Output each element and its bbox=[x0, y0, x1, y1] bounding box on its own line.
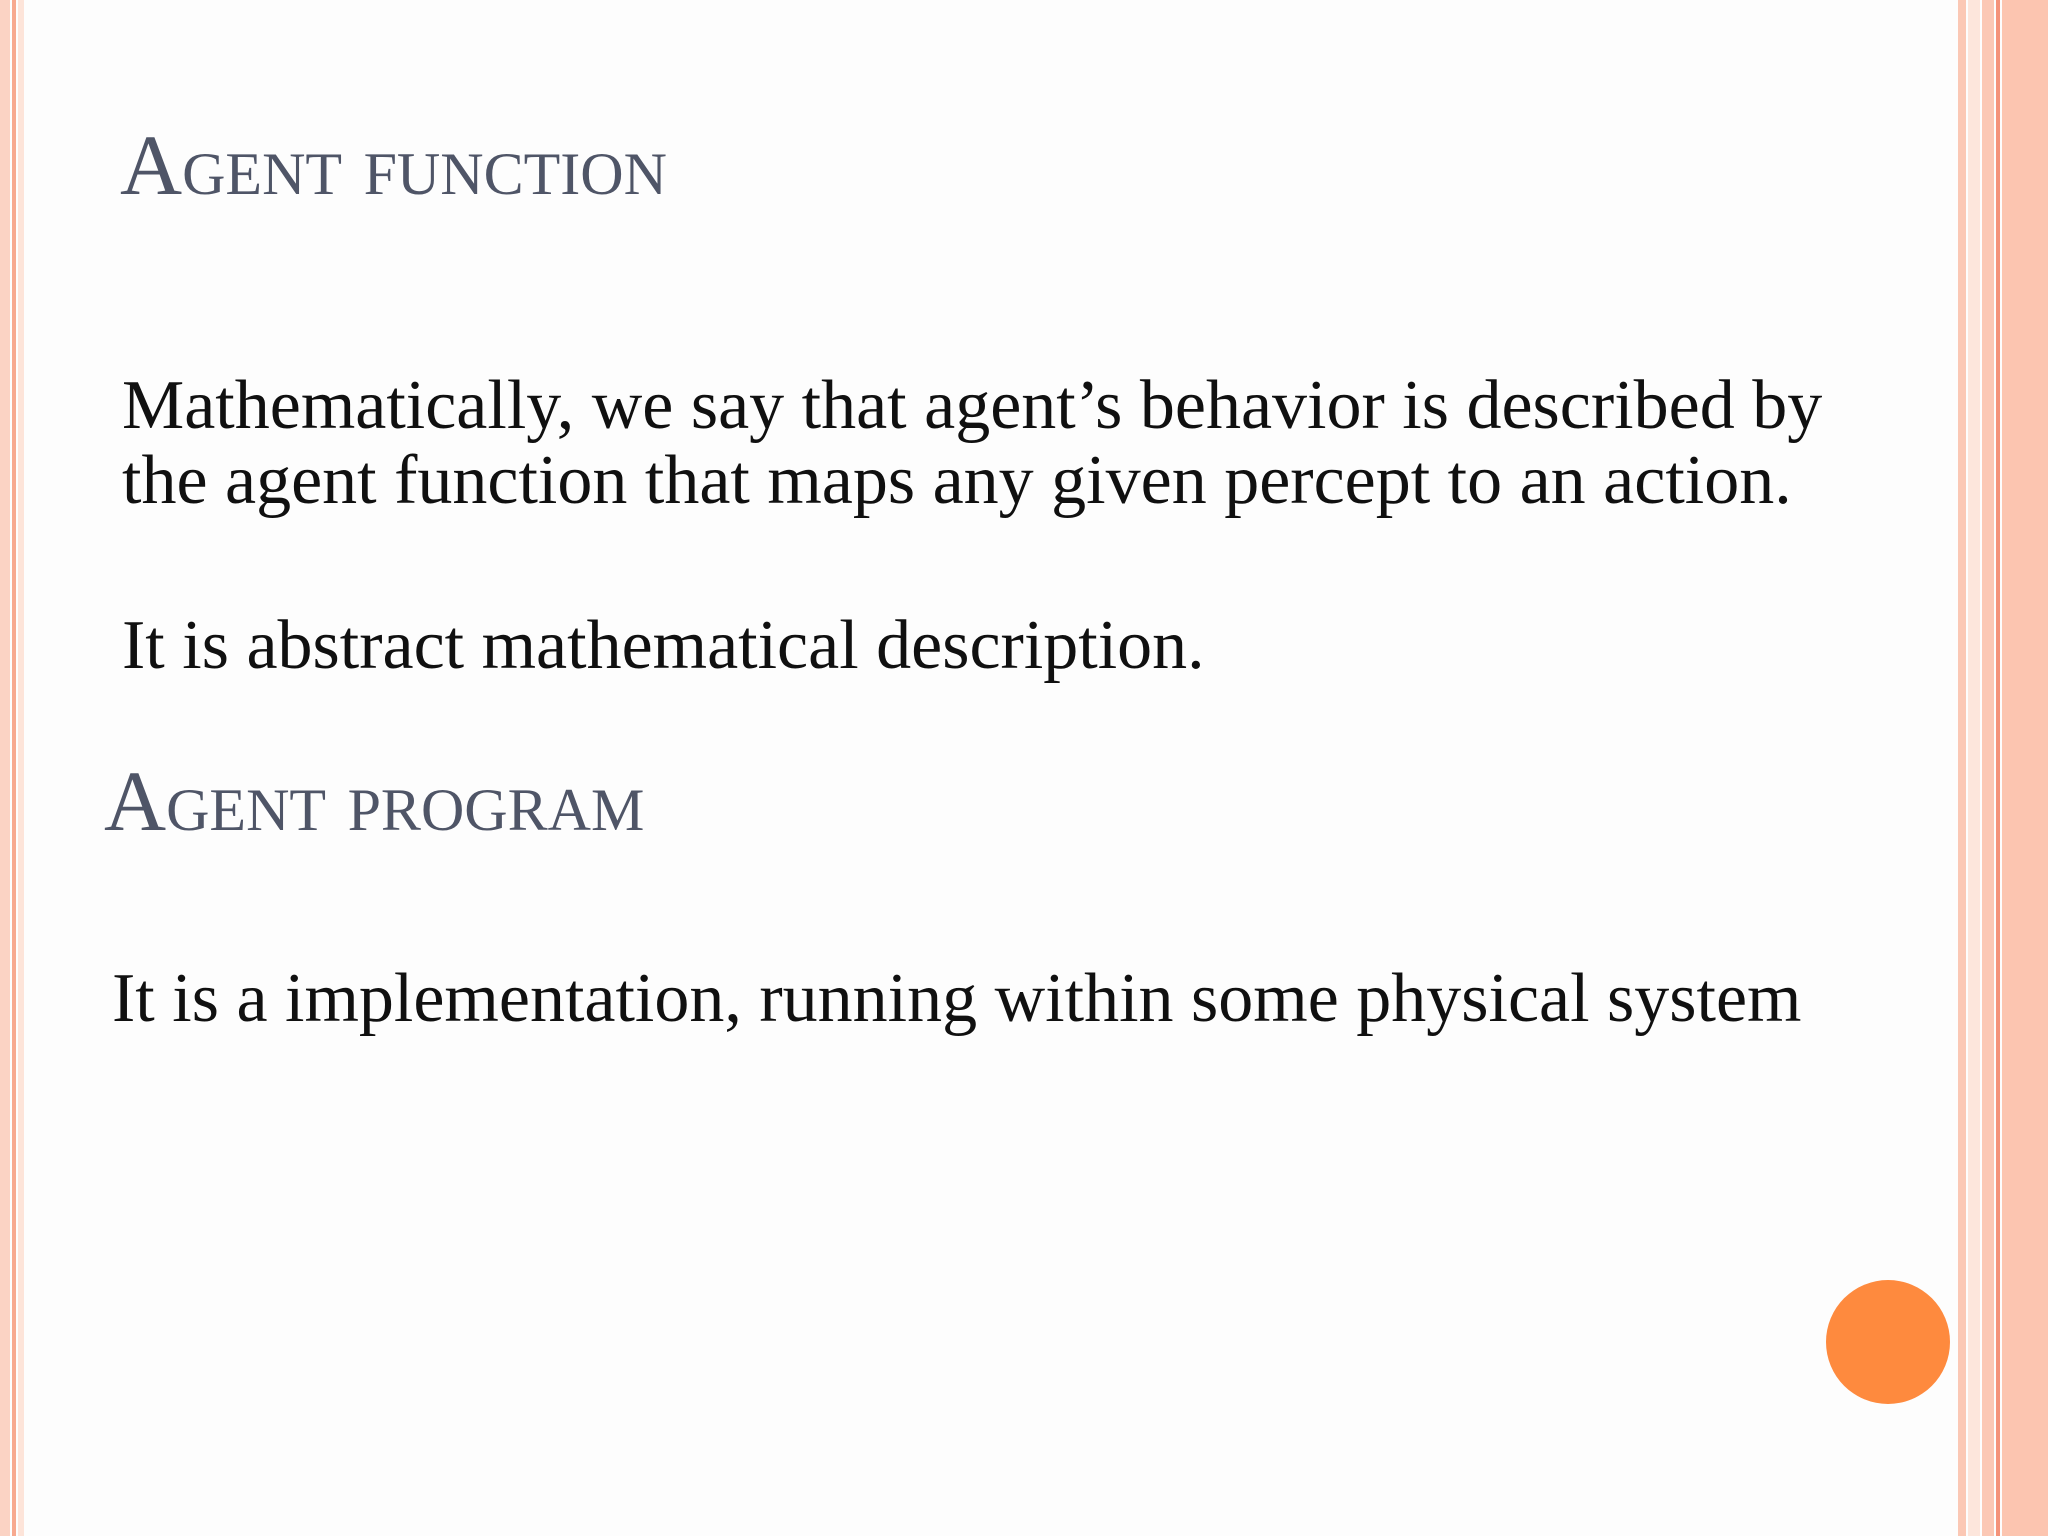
right-border-band bbox=[1968, 0, 1980, 1536]
left-border-line bbox=[12, 0, 16, 1536]
orange-circle-decoration bbox=[1826, 1280, 1950, 1404]
right-border-band bbox=[1958, 0, 1966, 1536]
right-border-line bbox=[1996, 0, 2000, 1536]
section1-paragraph-abstract: It is abstract mathematical description. bbox=[122, 607, 1205, 684]
right-border-band bbox=[2002, 0, 2048, 1536]
left-border-band bbox=[0, 0, 10, 1536]
section2-paragraph-implementation: It is a implementation, running within some physical system bbox=[112, 960, 1802, 1037]
right-border-band bbox=[1982, 0, 1994, 1536]
section1-paragraph-definition: Mathematically, we say that agent’s behavior is described by the agent function that maps any given percept to an action. bbox=[122, 367, 1823, 519]
section-title-agent-function: Agent function bbox=[120, 117, 667, 213]
left-border-inner-band bbox=[18, 0, 24, 1536]
section-title-agent-program: Agent program bbox=[104, 753, 645, 849]
